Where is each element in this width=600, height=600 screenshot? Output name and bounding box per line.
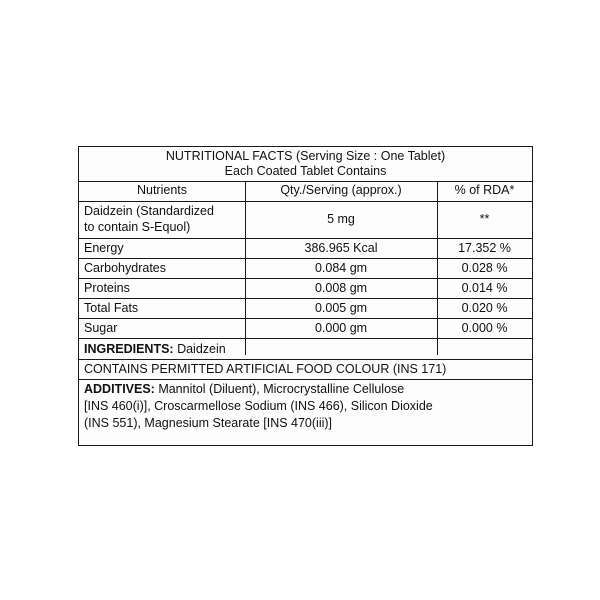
ingredients-label: INGREDIENTS: — [84, 342, 174, 356]
nutrient-name: Proteins — [84, 281, 130, 295]
additives-line3: (INS 551), Magnesium Stearate [INS 470(iii)] — [84, 416, 333, 430]
nutrition-label — [78, 146, 533, 446]
additives-text-line1: Mannitol (Diluent), Microcrystalline Cellulose — [154, 382, 405, 396]
nutrient-rda: 0.000 % — [461, 321, 508, 335]
nutrient-name-line2: to contain S-Equol) — [84, 220, 191, 234]
additives-line1 — [79, 382, 532, 397]
colour-notice: CONTAINS PERMITTED ARTIFICIAL FOOD COLOUR (INS 171) — [84, 362, 447, 376]
nutrient-rda: 0.028 % — [461, 261, 508, 275]
header-title: NUTRITIONAL FACTS (Serving Size : One Tablet) — [165, 149, 446, 163]
nutrient-rda: 0.014 % — [461, 281, 508, 295]
ingredients-line — [79, 342, 532, 357]
label-header — [79, 147, 532, 181]
additives-label: ADDITIVES: — [84, 382, 155, 396]
nutrient-name: Daidzein (Standardized — [84, 204, 214, 218]
nutrient-qty: 0.008 gm — [314, 281, 368, 295]
header-subtitle: Each Coated Tablet Contains — [224, 164, 387, 178]
additives-line2: [INS 460(i)], Croscarmellose Sodium (INS 466), Silicon Dioxide — [84, 399, 433, 413]
nutrient-qty: 5 mg — [327, 212, 355, 226]
nutrient-name: Total Fats — [84, 301, 139, 315]
nutrient-rda: 0.020 % — [461, 301, 508, 315]
ingredients-text: Daidzein — [173, 342, 226, 356]
column-header-nutrients: Nutrients — [136, 183, 188, 197]
nutrition-table — [79, 181, 532, 355]
nutrient-rda: ** — [479, 212, 490, 226]
column-header-qty: Qty./Serving (approx.) — [280, 183, 402, 197]
nutrient-name: Carbohydrates — [84, 261, 166, 275]
nutrient-qty: 0.000 gm — [314, 321, 368, 335]
nutrient-qty: 0.084 gm — [314, 261, 368, 275]
nutrient-qty: 0.005 gm — [314, 301, 368, 315]
nutrient-name: Energy — [84, 241, 124, 255]
nutrient-qty: 386.965 Kcal — [304, 241, 378, 255]
column-header-rda: % of RDA* — [454, 183, 515, 197]
nutrient-rda: 17.352 % — [458, 241, 511, 255]
nutrient-name: Sugar — [84, 321, 118, 335]
